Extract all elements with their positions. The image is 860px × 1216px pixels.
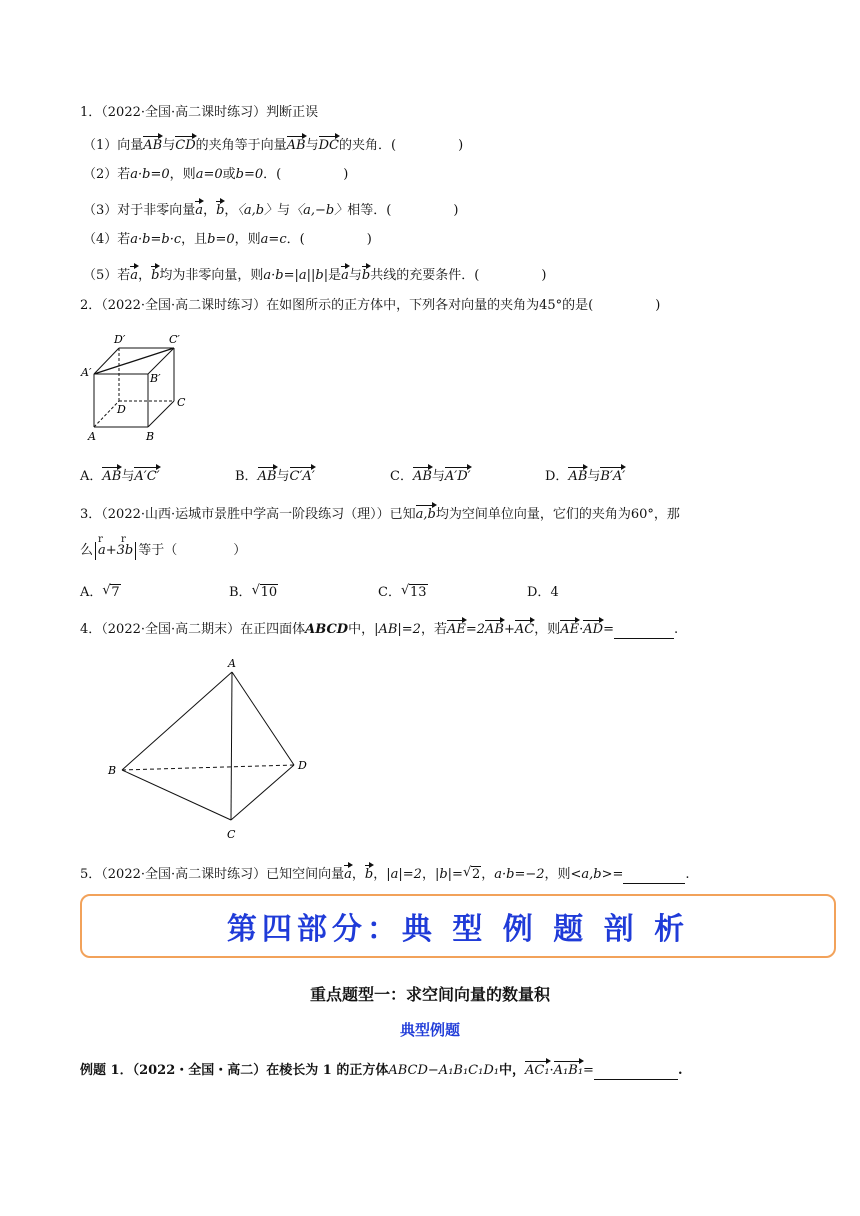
cube-label-c-prime: C′ xyxy=(169,333,180,346)
q2-option-a: A．AB与A′C′ xyxy=(80,465,160,486)
q2-option-b: B．AB与C′A′ xyxy=(235,465,315,486)
q3-option-c: C． √ 13 xyxy=(378,583,427,600)
cube-label-a-prime: A′ xyxy=(81,366,92,379)
q1-item-1: （1）向量AB与CD的夹角等于向量AB与DC的夹角．( ) xyxy=(83,134,463,155)
q1-item-5: （5）若a，b均为非零向量，则a·b=|a||b|是a与b共线的充要条件．( ) xyxy=(83,264,546,285)
r-mark-1: r xyxy=(98,534,103,545)
example-1: 例题 1．（2022・全国・高二）在棱长为 1 的正方体ABCD−A₁B₁C₁D₁中，AC₁·A₁B₁= . xyxy=(80,1059,682,1080)
q5-stem: 5．（2022·全国·高二课时练习）已知空间向量a，b，|a|=2，|b|= √ 2，a·b=−2，则<a,b>= . xyxy=(80,865,690,882)
q2-option-c: C．AB与A′D′ xyxy=(390,465,471,486)
cube-label-b-prime: B′ xyxy=(150,372,161,385)
q4-stem: 4．（2022·全国·高二期末）在正四面体ABCD中，|AB|=2，若AE=2AB+AC，则AE·AD= . xyxy=(80,618,678,639)
tetra-label-b: B xyxy=(108,764,117,777)
r-mark-2: r xyxy=(121,534,126,545)
tetra-label-c: C xyxy=(227,828,236,841)
cube-label-b: B xyxy=(146,430,155,443)
section-banner-title: 第四部分：典 型 例 题 剖 析 xyxy=(226,912,690,947)
tetra-label-d: D xyxy=(298,759,307,772)
q3-option-a: A． √ 7 xyxy=(80,583,120,600)
q1-stem: 1．（2022·全国·高二课时练习）判断正误 xyxy=(80,105,319,120)
tetrahedron-figure xyxy=(100,656,320,846)
cube-label-d-prime: D′ xyxy=(114,333,126,346)
q2-option-d: D．AB与B′A′ xyxy=(545,465,625,486)
q1-item-2: （2）若a·b=0，则a=0或b=0．( ) xyxy=(83,167,349,182)
q2-stem: 2．（2022·全国·高二课时练习）在如图所示的正方体中，下列各对向量的夹角为45°的是( ) xyxy=(80,298,661,313)
type-heading: 重点题型一：求空间向量的数量积 xyxy=(309,985,550,1004)
example-heading: 典型例题 xyxy=(399,1021,460,1039)
cube-figure xyxy=(80,326,190,446)
tetra-label-a: A xyxy=(228,657,236,670)
cube-label-a: A xyxy=(88,430,96,443)
cube-label-c: C xyxy=(177,396,186,409)
q3-option-b: B． √ 10 xyxy=(229,583,278,600)
q1-item-3: （3）对于非零向量a，b，〈a,b〉与〈a,−b〉相等．( ) xyxy=(83,199,458,220)
q3-option-d: D．4 xyxy=(527,585,559,600)
cube-label-d: D xyxy=(117,403,126,416)
q3-stem-line-1: 3．（2022·山西·运城市景胜中学高一阶段练习（理））已知a,b均为空间单位向量，它们的夹角为60°，那 xyxy=(80,503,680,524)
section-banner xyxy=(80,894,836,958)
q1-item-4: （4）若a·b=b·c，且b=0，则a=c．( ) xyxy=(83,232,372,247)
q3-stem-line-2: 么 r r a+3b 等于（ ） xyxy=(80,542,246,560)
